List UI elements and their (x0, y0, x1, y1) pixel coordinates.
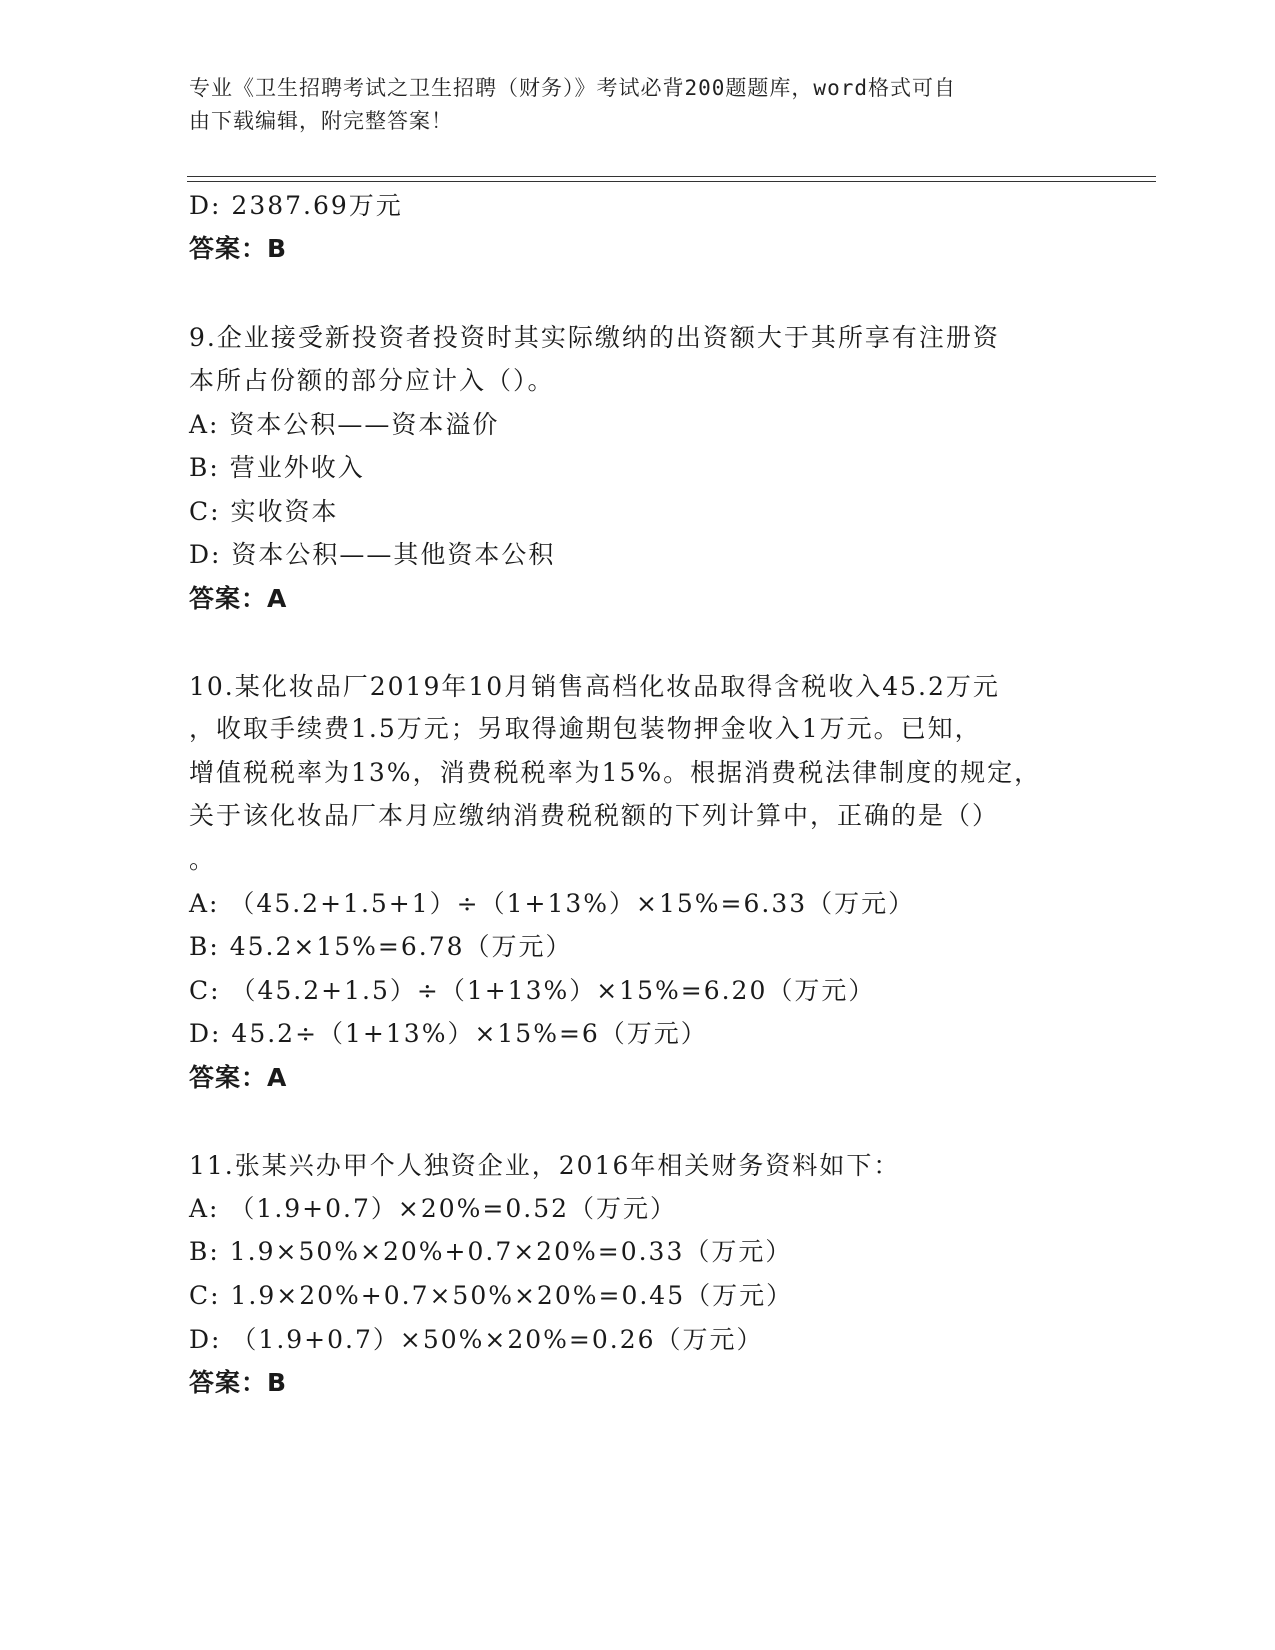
q11-option-c: C: 1.9×20%+0.7×50%×20%=0.45（万元） (189, 1281, 794, 1310)
page-header (189, 72, 1089, 138)
q9-option-d: D: 资本公积——其他资本公积 (189, 540, 556, 569)
q9-option-a: A: 资本公积——资本溢价 (189, 410, 500, 439)
q10-option-d: D: 45.2÷（1+13%）×15%=6（万元） (189, 1019, 708, 1048)
q11-option-b: B: 1.9×50%×20%+0.7×20%=0.33（万元） (189, 1237, 793, 1266)
q9-stem-line-1: 9.企业接受新投资者投资时其实际缴纳的出资额大于其所享有注册资 (189, 323, 1000, 352)
header-divider-top (187, 176, 1156, 177)
q9-stem-line-2: 本所占份额的部分应计入（）。 (189, 366, 555, 395)
header-line-1: 专业《卫生招聘考试之卫生招聘（财务）》考试必背200题题库，word格式可自 (189, 76, 956, 100)
header-line-2: 由下载编辑，附完整答案！ (189, 109, 453, 133)
q10-stem-line-3: 增值税税率为13%，消费税税率为15%。根据消费税法律制度的规定， (189, 758, 1042, 787)
q10-stem-line-2: ，收取手续费1.5万元；另取得逾期包装物押金收入1万元。已知， (189, 714, 982, 743)
q10-stem-line-5: 。 (189, 845, 217, 874)
q9-option-b: B: 营业外收入 (189, 453, 365, 482)
q9-option-c: C: 实收资本 (189, 497, 339, 526)
q11-option-d: D: （1.9+0.7）×50%×20%=0.26（万元） (189, 1325, 764, 1354)
q10-stem-line-1: 10.某化妆品厂2019年10月销售高档化妆品取得含税收入45.2万元 (189, 672, 1000, 701)
q11-option-a: A: （1.9+0.7）×20%=0.52（万元） (189, 1194, 678, 1223)
prev-option-d: D: 2387.69万元 (189, 191, 403, 220)
q10-answer: 答案：A (189, 1063, 288, 1092)
q11-stem-line-1: 11.张某兴办甲个人独资企业，2016年相关财务资料如下： (189, 1151, 901, 1180)
q9-answer: 答案：A (189, 584, 288, 613)
q10-option-a: A: （45.2+1.5+1）÷（1+13%）×15%=6.33（万元） (189, 889, 916, 918)
q11-answer: 答案：B (189, 1368, 288, 1397)
q10-option-c: C: （45.2+1.5）÷（1+13%）×15%=6.20（万元） (189, 976, 876, 1005)
prev-answer: 答案：B (189, 234, 288, 263)
q10-stem-line-4: 关于该化妆品厂本月应缴纳消费税税额的下列计算中，正确的是（） (189, 801, 1000, 830)
header-divider-bottom (187, 181, 1156, 182)
q10-option-b: B: 45.2×15%=6.78（万元） (189, 932, 573, 961)
